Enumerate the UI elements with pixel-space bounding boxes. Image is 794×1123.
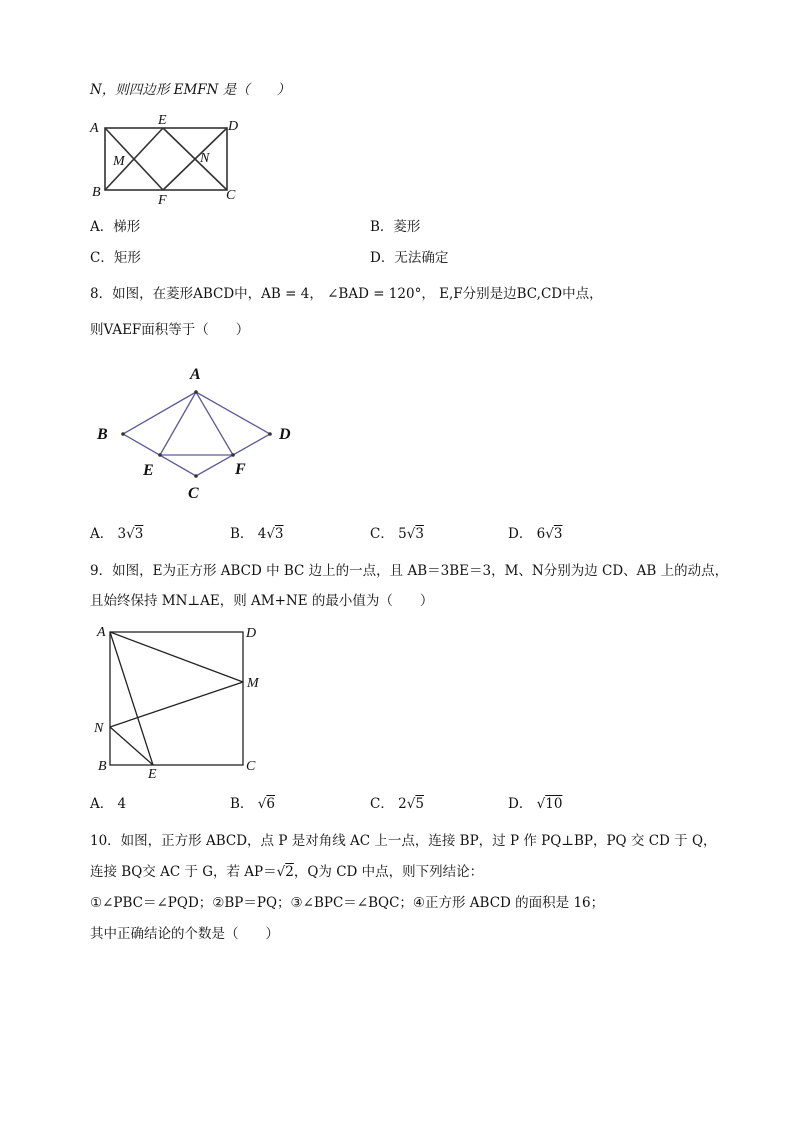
label-D: D <box>279 426 291 443</box>
q9-option-b: B． √6 <box>230 796 275 812</box>
label-F: F <box>235 461 246 478</box>
q7-stem: N，则四边形 EMFN 是（ ） <box>90 82 291 98</box>
q7-option-a: A．梯形 <box>90 219 141 235</box>
q9-figure <box>90 620 275 785</box>
q8-option-c: C． 5√3 <box>370 526 424 542</box>
label-E: E <box>143 462 154 479</box>
label-F: F <box>158 193 167 208</box>
q7-option-d: D．无法确定 <box>370 250 449 266</box>
label-M: M <box>247 676 259 691</box>
label-A: A <box>190 366 201 383</box>
q10-line2: 连接 BQ交 AC 于 G，若 AP＝√2，Q为 CD 中点，则下列结论： <box>90 864 484 880</box>
label-E: E <box>158 113 167 128</box>
label-N: N <box>200 151 210 166</box>
label-B: B <box>97 426 108 443</box>
q7-rectangle-diagram <box>88 112 248 208</box>
label-D: D <box>228 119 239 134</box>
label-A: A <box>90 121 99 136</box>
q8-line1: 8．如图，在菱形ABCD中，AB = 4， ∠BAD = 120°， E,F分别是边BC,CD中点， <box>90 286 603 302</box>
q9-option-c: C． 2√5 <box>370 796 424 812</box>
q7-option-c: C．矩形 <box>90 250 141 266</box>
q7-figure <box>88 112 248 208</box>
label-C: C <box>188 485 199 502</box>
label-M: M <box>113 154 125 169</box>
label-A: A <box>97 625 106 640</box>
q10-line4: 其中正确结论的个数是（ ） <box>90 926 279 942</box>
label-D: D <box>246 626 257 641</box>
q9-line1: 9．如图，E为正方形 ABCD 中 BC 边上的一点，且 AB＝3BE＝3，M、N分别为边 CD、AB 上的动点， <box>90 563 729 579</box>
q8-rhombus-diagram <box>90 362 305 507</box>
q7-option-b: B．菱形 <box>370 219 421 235</box>
q10-line1: 10．如图，正方形 ABCD，点 P 是对角线 AC 上一点，连接 BP，过 P 作 PQ⊥BP，PQ 交 CD 于 Q， <box>90 833 717 849</box>
label-C: C <box>226 188 236 203</box>
q8-option-b: B． 4√3 <box>230 526 284 542</box>
label-B: B <box>98 759 107 774</box>
q8-line2: 则VAEF面积等于（ ） <box>90 322 250 338</box>
q8-option-a: A． 3√3 <box>90 526 144 542</box>
label-C: C <box>246 759 256 774</box>
label-B: B <box>92 185 101 200</box>
q8-option-d: D． 6√3 <box>508 526 563 542</box>
q9-option-a: A． 4 <box>90 796 127 812</box>
q9-square-diagram <box>90 620 275 785</box>
label-E: E <box>148 767 157 782</box>
q10-line3: ①∠PBC＝∠PQD；②BP＝PQ；③∠BPC＝∠BQC；④正方形 ABCD 的面积是 16； <box>90 895 605 911</box>
q8-figure <box>90 362 305 507</box>
label-N: N <box>94 721 104 736</box>
q9-line2: 且始终保持 MN⊥AE，则 AM+NE 的最小值为（ ） <box>90 593 434 609</box>
q9-option-d: D． √10 <box>508 796 563 812</box>
